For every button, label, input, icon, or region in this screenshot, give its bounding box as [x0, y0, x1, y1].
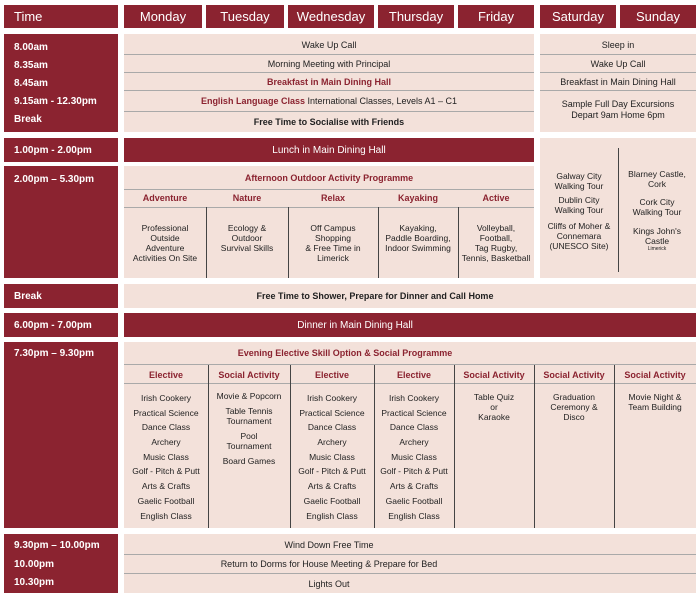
list-item: Irish Cookery [140, 393, 192, 403]
lunch-bar [124, 138, 534, 162]
cell-line: & Free Time in [305, 243, 361, 253]
cell-line: Blarney Castle, [628, 169, 686, 179]
cell-line: Pool [240, 431, 258, 441]
header-time [4, 5, 118, 28]
social-sunday [614, 392, 696, 412]
excursion-galway [540, 171, 618, 191]
header-time-label: Time [14, 9, 43, 24]
list-item: Practical Science [381, 407, 447, 418]
elective-list-wednesday [290, 391, 374, 523]
col-head-elective: Elective [314, 370, 350, 380]
night-times [4, 534, 118, 593]
nature-cell [206, 223, 288, 253]
cell-line: Ecology & [227, 223, 267, 233]
dinner-bar [124, 313, 696, 337]
cell-line: Walking Tour [632, 207, 682, 217]
col-head-social: Social Activity [624, 370, 686, 380]
cell-line: Dublin City [558, 195, 600, 205]
evening-programme [124, 342, 696, 528]
list-item: Gaelic Football [385, 495, 443, 506]
cell-line: Castle [644, 236, 670, 246]
time-label: Break [14, 114, 42, 125]
list-item: Archery [151, 437, 181, 448]
cell-line: Galway City [556, 171, 602, 181]
english-class-bold: English Language Class [200, 96, 305, 106]
list-item: Practical Science [299, 407, 365, 418]
list-item: English Class [388, 510, 440, 521]
elective-list-monday [124, 391, 208, 523]
cell-line: Off Campus [310, 223, 356, 233]
excursion-depart: Depart 9am Home 6pm [571, 109, 665, 120]
header-thursday [378, 5, 454, 28]
list-item: Irish Cookery [306, 393, 358, 403]
list-item: Music Class [391, 451, 437, 462]
day-label: Thursday [388, 9, 444, 24]
divider [540, 90, 696, 91]
cell-line: Tennis, Basketball [461, 253, 531, 263]
col-head-social: Social Activity [463, 370, 525, 380]
divider [124, 189, 534, 190]
excursion-cork [618, 197, 696, 217]
afternoon-title: Afternoon Outdoor Activity Programme [244, 173, 414, 183]
break-bar [124, 284, 696, 308]
list-item: Music Class [309, 451, 355, 462]
time-label: 8.35am [14, 60, 48, 71]
evening-time [4, 342, 118, 528]
list-item: Archery [399, 437, 429, 448]
morning-times [4, 34, 118, 132]
break-label: Free Time to Shower, Prepare for Dinner and Call Home [256, 291, 494, 301]
cell-line: Table Tennis [225, 406, 273, 416]
list-item: Golf - Pitch & Putt [298, 466, 366, 477]
excursion-kings-johns [618, 226, 696, 252]
day-label: Wednesday [296, 9, 366, 24]
lights-out: Lights Out [308, 578, 350, 589]
cell-line: Karaoke [478, 412, 510, 422]
active-cell [458, 223, 534, 263]
weekend-wake-up: Wake Up Call [590, 58, 646, 69]
cell-line: Kings John's [633, 226, 681, 236]
cell-line: Outdoor [231, 233, 263, 243]
day-label: Saturday [551, 9, 605, 24]
excursion-blarney [618, 169, 696, 189]
list-item: Gaelic Football [137, 495, 195, 506]
cell-line: Adventure [145, 243, 185, 253]
col-head-elective: Elective [148, 370, 184, 380]
cell-line: Outside [150, 233, 180, 243]
header-tuesday [206, 5, 284, 28]
time-label: 9.30pm – 10.00pm [14, 540, 100, 551]
social-tuesday [208, 391, 290, 466]
time-label: Break [14, 291, 42, 302]
lunch-time [4, 138, 118, 162]
cell-line: Table Quiz [473, 392, 515, 402]
excursion-dublin [540, 195, 618, 215]
header-friday [458, 5, 534, 28]
afternoon-programme [124, 166, 534, 278]
lunch-label: Lunch in Main Dining Hall [272, 144, 386, 156]
time-label: 2.00pm – 5.30pm [14, 174, 95, 185]
weekend-breakfast: Breakfast in Main Dining Hall [560, 76, 676, 87]
free-time-socialise: Free Time to Socialise with Friends [253, 117, 405, 127]
cell-line: Board Games [222, 456, 276, 466]
social-friday [454, 392, 534, 422]
dinner-label: Dinner in Main Dining Hall [297, 319, 413, 331]
weekend-excursions [540, 138, 696, 278]
adventure-cell [124, 223, 206, 263]
dinner-time [4, 313, 118, 337]
elective-list-thursday [374, 391, 454, 523]
time-label: 9.15am - 12.30pm [14, 96, 97, 107]
cell-line: Walking Tour [554, 205, 604, 215]
cell-line: Volleyball, [476, 223, 516, 233]
cell-line: Tournament [226, 441, 272, 451]
cell-line: Walking Tour [554, 181, 604, 191]
list-item: Gaelic Football [303, 495, 361, 506]
time-label: 7.30pm – 9.30pm [14, 348, 95, 359]
cell-line: Disco [563, 412, 585, 422]
col-head-active: Active [482, 193, 510, 203]
cell-line: Activities On Site [132, 253, 198, 263]
cell-line: Football, [479, 233, 513, 243]
col-head-social: Social Activity [218, 370, 280, 380]
cell-line: Movie Night & [628, 392, 682, 402]
night-programme [124, 534, 696, 593]
time-label: 10.00pm [14, 559, 55, 570]
list-item: Dance Class [307, 422, 357, 433]
day-label: Sunday [635, 9, 681, 24]
cell-line: Tag Rugby, [474, 243, 518, 253]
col-head-social: Social Activity [543, 370, 605, 380]
list-item: Dance Class [141, 422, 191, 433]
time-label: 6.00pm - 7.00pm [14, 320, 92, 331]
column-divider [614, 365, 615, 528]
list-item: Golf - Pitch & Putt [132, 466, 200, 477]
time-label: 1.00pm - 2.00pm [14, 145, 92, 156]
divider [124, 364, 696, 365]
social-saturday [534, 392, 614, 422]
cell-line: Kayaking, [399, 223, 437, 233]
header-sunday [620, 5, 696, 28]
list-item: Golf - Pitch & Putt [380, 466, 448, 477]
cell-line: Cork [648, 179, 666, 189]
cell-line: Movie & Popcorn [216, 391, 282, 401]
excursion-title: Sample Full Day Excursions [561, 98, 675, 109]
time-label: 8.00am [14, 42, 48, 53]
excursion-cliffs [540, 221, 618, 251]
cell-line: Ceremony & [550, 402, 598, 412]
breakfast: Breakfast in Main Dining Hall [266, 76, 392, 87]
morning-meeting: Morning Meeting with Principal [267, 58, 391, 69]
list-item: Arts & Crafts [141, 481, 191, 492]
col-head-relax: Relax [320, 193, 346, 203]
afternoon-time [4, 166, 118, 278]
cell-line: Cork City [639, 197, 675, 207]
cell-line: or [490, 402, 498, 412]
header-wednesday [288, 5, 374, 28]
col-head-kayaking: Kayaking [397, 193, 439, 203]
cell-line: Cliffs of Moher & [547, 221, 611, 231]
day-label: Monday [139, 9, 187, 24]
wake-up-call: Wake Up Call [301, 40, 357, 50]
cell-line: Connemara [556, 231, 602, 241]
evening-title: Evening Elective Skill Option & Social Programme [237, 348, 453, 358]
list-item: Arts & Crafts [389, 481, 439, 492]
cell-line: Professional [141, 223, 189, 233]
list-item: Music Class [143, 451, 189, 462]
header-monday [124, 5, 202, 28]
column-divider [534, 365, 535, 528]
cell-line: (UNESCO Site) [549, 241, 609, 251]
return-to-dorms: Return to Dorms for House Meeting & Prepare for Bed [220, 559, 438, 569]
list-item: English Class [140, 510, 192, 521]
list-item: English Class [306, 510, 358, 521]
english-class-detail: International Classes, Levels A1 – C1 [304, 96, 458, 106]
break-time [4, 284, 118, 308]
list-item: Arts & Crafts [307, 481, 357, 492]
cell-line: Limerick [317, 253, 349, 263]
cell-line: Survival Skills [220, 243, 274, 253]
list-item: Archery [317, 437, 347, 448]
relax-cell [288, 223, 378, 263]
cell-line: Team Building [628, 402, 682, 412]
col-head-adventure: Adventure [142, 193, 188, 203]
cell-line: Paddle Boarding, [385, 233, 451, 243]
divider [124, 383, 696, 384]
wind-down: Wind Down Free Time [284, 540, 374, 550]
list-item: Irish Cookery [388, 393, 440, 403]
sleep-in: Sleep in [601, 40, 635, 50]
cell-line: Tournament [226, 416, 272, 426]
day-label: Friday [477, 9, 515, 24]
cell-line: Graduation [552, 392, 596, 402]
divider [124, 207, 534, 208]
col-head-nature: Nature [232, 193, 262, 203]
cell-line: Indoor Swimming [385, 243, 451, 253]
list-item: Practical Science [133, 407, 199, 418]
list-item: Dance Class [389, 422, 439, 433]
cell-line-small: Limerick [647, 246, 667, 252]
time-label: 8.45am [14, 78, 48, 89]
header-saturday [540, 5, 616, 28]
day-label: Tuesday [220, 9, 270, 24]
kayaking-cell [378, 223, 458, 253]
morning-weekday [124, 34, 534, 132]
english-class [124, 91, 534, 111]
time-label: 10.30pm [14, 577, 55, 588]
cell-line: Shopping [315, 233, 351, 243]
morning-weekend [540, 34, 696, 132]
col-head-elective: Elective [396, 370, 432, 380]
column-divider [454, 365, 455, 528]
